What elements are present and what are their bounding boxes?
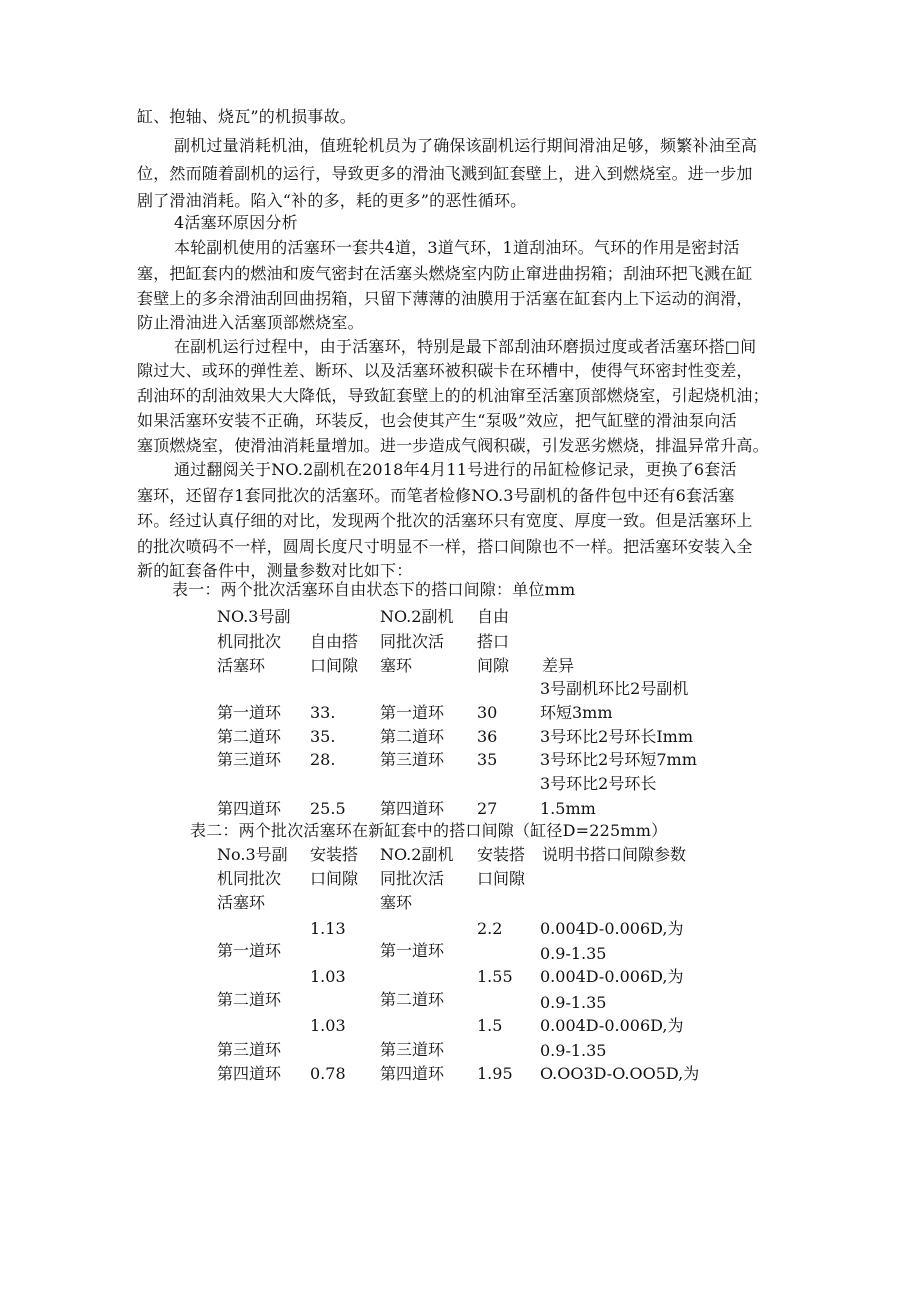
table2-header-col2: 口间隙 (310, 869, 359, 888)
table2-spec-cell: 0.004D-0.006D,为 (540, 967, 684, 986)
body-text-line: 剧了滑油消耗。陷入“补的多，耗的更多”的恶性循环。 (137, 191, 527, 210)
body-text-line: 本轮副机使用的活塞环一套共4道，3道气环，1道刮油环。气环的作用是密封活 (174, 238, 740, 257)
table1-header-col2: 自由搭 (310, 632, 359, 651)
table1-header-col1: 活塞环 (217, 656, 266, 675)
table2-spec-cell: O.OO3D-O.OO5D,为 (540, 1064, 700, 1083)
table1-diff-cell: 3号环比2号环长 (540, 774, 657, 793)
body-text-line: 位，然而随着副机的运行，导致更多的滑油飞溅到缸套壁上，进入到燃烧室。进一步加 (137, 164, 753, 183)
body-text-line: 隙过大、或环的弹性差、断环、以及活塞环被积碳卡在环槽中，使得气环密封性变差， (137, 361, 753, 380)
table1-header-col2: 口间隙 (310, 656, 359, 675)
table2-header-col2: 安装搭 (310, 845, 359, 864)
table2-spec-cell: 0.9-1.35 (540, 993, 607, 1012)
table1-header-col3: 塞环 (380, 656, 413, 675)
table1-header-col5: 差异 (542, 656, 575, 675)
table1-header-col4: 自由 (477, 607, 510, 626)
body-text-line: 副机过量消耗机油，值班轮机员为了确保该副机运行期间滑油足够，频繁补油至高 (174, 136, 758, 155)
body-text-line: 塞，把缸套内的燃油和废气密封在活塞头燃烧室内防止窜进曲拐箱；刮油环把飞溅在缸 (137, 264, 753, 283)
table2-header-col3: 同批次活 (380, 869, 445, 888)
table2-ring-cell: 第三道环 (217, 1040, 282, 1059)
body-text-line: 环。经过认真仔细的对比，发现两个批次的活塞环只有宽度、厚度一致。但是活塞环上 (137, 511, 753, 530)
body-text-line: 如果活塞环安装不正确，环装反，也会使其产生“泵吸”效应，把气缸壁的滑油泵向活 (137, 411, 737, 430)
body-text-line: 缸、抱轴、烧瓦”的机损事故。 (137, 107, 356, 126)
table2-gap-cell: 1.03 (310, 1016, 346, 1035)
table2-header-col1: No.3号副 (217, 845, 288, 864)
table1-header-col3: 同批次活 (380, 632, 445, 651)
table2-caption: 表二：两个批次活塞环在新缸套中的搭口间隙（缸径D=225mm） (190, 821, 668, 840)
table1-diff-cell: 环短3mm (540, 703, 613, 722)
table2-gap-cell: 1.95 (477, 1064, 513, 1083)
table2-gap-cell: 2.2 (477, 919, 503, 938)
table1-header-col1: NO.3号副 (217, 607, 291, 626)
table2-spec-cell: 0.004D-0.006D,为 (540, 919, 684, 938)
section-heading: 4活塞环原因分析 (174, 213, 298, 232)
table2-header-col1: 活塞环 (217, 893, 266, 912)
table1-diff-cell: 3号副机环比2号副机 (540, 679, 689, 698)
table1-gap-cell: 25.5 (310, 799, 346, 818)
body-text-line: 套壁上的多余滑油刮回曲拐箱，只留下薄薄的油膜用于活塞在缸套内上下运动的润滑， (137, 289, 753, 308)
table2-header-col3: NO.2副机 (380, 845, 454, 864)
body-text-line: 在副机运行过程中，由于活塞环，特别是最下部刮油环磨损过度或者活塞环搭□间 (174, 337, 757, 356)
table1-ring-cell: 第二道环 (380, 727, 445, 746)
table2-gap-cell: 1.13 (310, 919, 346, 938)
table1-ring-cell: 第四道环 (217, 799, 282, 818)
table1-header-col4: 搭口 (477, 632, 510, 651)
body-text-line: 塞顶燃烧室，使滑油消耗量增加。进一步造成气阀积碳，引发恶劣燃烧，排温异常升高。 (137, 436, 769, 455)
table1-ring-cell: 第二道环 (217, 727, 282, 746)
body-text-line: 新的缸套备件中，测量参数对比如下： (137, 561, 413, 580)
table1-header-col1: 机同批次 (217, 632, 282, 651)
table2-header-col3: 塞环 (380, 893, 413, 912)
table1-gap-cell: 36 (477, 727, 498, 746)
table2-ring-cell: 第一道环 (380, 941, 445, 960)
body-text-line: 塞环，还留存1套同批次的活塞环。而笔者检修NO.3号副机的备件包中还有6套活塞 (137, 486, 735, 505)
table1-ring-cell: 第四道环 (380, 799, 445, 818)
table1-diff-cell: 1.5mm (540, 799, 596, 818)
table1-gap-cell: 30 (477, 703, 498, 722)
table2-header-col1: 机同批次 (217, 869, 282, 888)
table1-diff-cell: 3号环比2号环长Imm (540, 727, 694, 746)
table1-gap-cell: 35. (310, 727, 336, 746)
table1-header-col3: NO.2副机 (380, 607, 454, 626)
table1-caption: 表一：两个批次活塞环自由状态下的搭口间隙：单位mm (172, 580, 576, 599)
table2-ring-cell: 第四道环 (217, 1064, 282, 1083)
table1-gap-cell: 27 (477, 799, 498, 818)
table1-ring-cell: 第一道环 (217, 703, 282, 722)
body-text-line: 防止滑油进入活塞顶部燃烧室。 (137, 313, 364, 332)
body-text-line: 通过翻阅关于NO.2副机在2018年4月11号进行的吊缸检修记录，更换了6套活 (174, 460, 737, 479)
table2-header-col5: 说明书搭口间隙参数 (542, 845, 687, 864)
table1-gap-cell: 28. (310, 750, 336, 769)
table1-ring-cell: 第三道环 (380, 750, 445, 769)
table2-ring-cell: 第三道环 (380, 1040, 445, 1059)
table2-gap-cell: 1.03 (310, 967, 346, 986)
table1-diff-cell: 3号环比2号环短7mm (540, 750, 697, 769)
table2-gap-cell: 1.5 (477, 1016, 503, 1035)
table2-ring-cell: 第四道环 (380, 1064, 445, 1083)
table1-gap-cell: 33. (310, 703, 336, 722)
table2-spec-cell: 0.004D-0.006D,为 (540, 1016, 684, 1035)
table2-header-col4: 安装搭 (477, 845, 526, 864)
table2-ring-cell: 第二道环 (380, 990, 445, 1009)
table1-header-col4: 间隙 (477, 656, 510, 675)
table1-ring-cell: 第三道环 (217, 750, 282, 769)
table1-ring-cell: 第一道环 (380, 703, 445, 722)
table2-spec-cell: 0.9-1.35 (540, 1041, 607, 1060)
table2-gap-cell: 1.55 (477, 967, 513, 986)
table1-gap-cell: 35 (477, 750, 498, 769)
body-text-line: 刮油环的刮油效果大大降低，导致缸套壁上的的机油窜至活塞顶部燃烧室，引起烧机油； (137, 386, 769, 405)
table2-ring-cell: 第一道环 (217, 941, 282, 960)
table2-spec-cell: 0.9-1.35 (540, 944, 607, 963)
body-text-line: 的批次喷码不一样，圆周长度尺寸明显不一样，搭口间隙也不一样。把活塞环安装入全 (137, 537, 753, 556)
table2-gap-cell: 0.78 (310, 1064, 346, 1083)
table2-header-col4: 口间隙 (477, 869, 526, 888)
table2-ring-cell: 第二道环 (217, 990, 282, 1009)
